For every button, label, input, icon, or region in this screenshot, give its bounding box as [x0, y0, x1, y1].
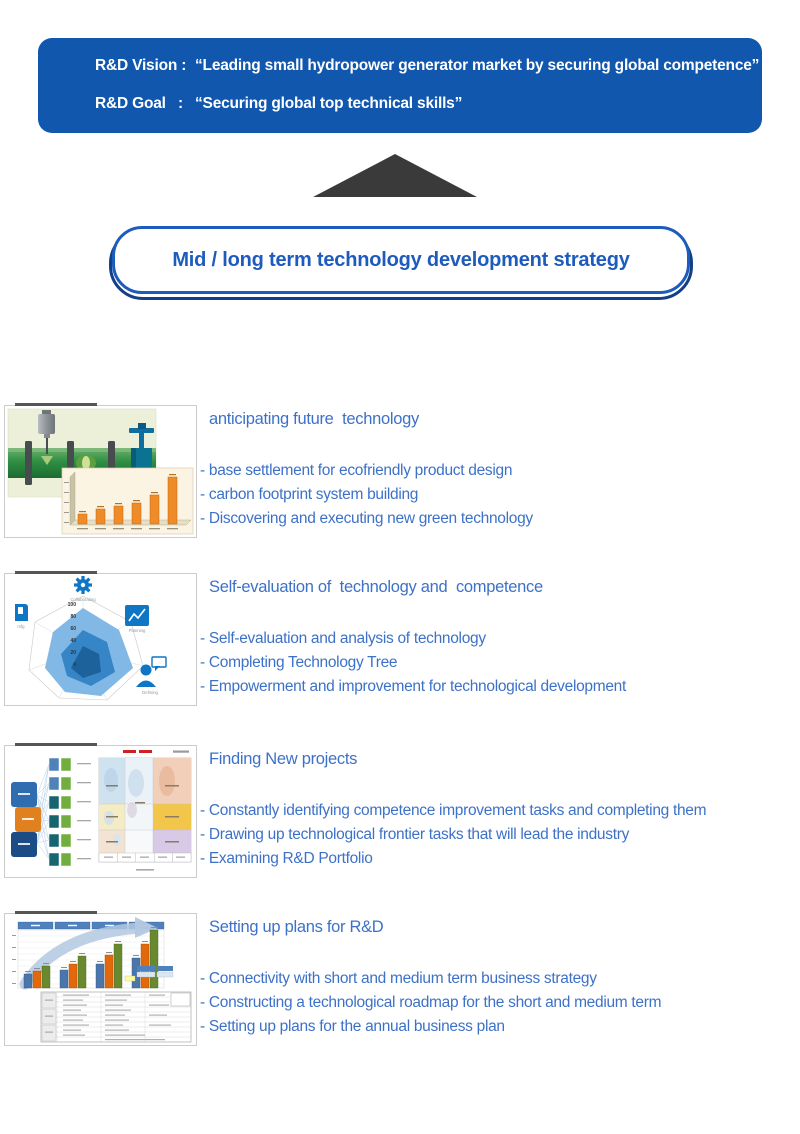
- bullet-item: - base settlement for ecofriendly product design: [200, 462, 513, 479]
- section-anticipating-future-technology: [4, 405, 796, 538]
- highlight-cell: [125, 976, 135, 981]
- mfg-jug-icon: [15, 604, 28, 629]
- thumbnail-flow-meter-image: [4, 405, 197, 538]
- competence-radar-chart-graphic: [5, 574, 196, 705]
- bullet-list: [200, 627, 795, 699]
- bullet-item: - Self-evaluation and analysis of technology: [200, 630, 486, 647]
- svg-text:Defining: Defining: [142, 690, 158, 695]
- section-text-block: [200, 745, 795, 878]
- radar-series: [45, 608, 133, 696]
- goal-label: R&D Goal :: [95, 95, 188, 112]
- bullet-item: - Empowerment and improvement for technological development: [200, 678, 626, 695]
- section-text-block: [200, 405, 795, 538]
- orange-growth-bar-chart: [62, 468, 193, 534]
- thumbnail-rnd-plan-image: [4, 913, 197, 1046]
- bullet-item: - Setting up plans for the annual business plan: [200, 1018, 505, 1035]
- goal-row: [95, 95, 462, 113]
- bullet-item: - Completing Technology Tree: [200, 654, 398, 671]
- planning-chart-icon: [125, 605, 149, 633]
- section-title: Setting up plans for R&D: [209, 918, 384, 936]
- svg-text:20: 20: [70, 650, 76, 656]
- bullet-item: - Examining R&D Portfolio: [200, 850, 373, 867]
- svg-text:100: 100: [67, 602, 76, 608]
- image-edge-artifact: [15, 403, 97, 406]
- matrix-title-marks: [123, 750, 189, 753]
- svg-text:mfg: mfg: [17, 624, 25, 629]
- vision-quote: “Leading small hydropower generator market by securing global competence”: [195, 57, 760, 74]
- image-edge-artifact: [15, 571, 97, 574]
- bullet-item: - Constantly identifying competence improvement tasks and completing them: [200, 802, 707, 819]
- section-text-block: [200, 913, 795, 1046]
- svg-text:60: 60: [70, 626, 76, 632]
- task-pair-boxes: [49, 758, 71, 866]
- strategy-box-label: Mid / long term technology development strategy: [172, 248, 630, 271]
- roadmap-bar-chart-table-graphic: [5, 914, 196, 1045]
- bullet-item: - Drawing up technological frontier tasks that will lead the industry: [200, 826, 630, 843]
- up-arrow-triangle: [313, 154, 477, 197]
- thumbnail-project-portfolio-image: [4, 745, 197, 878]
- image-edge-artifact: [15, 911, 97, 914]
- source-stack: [11, 782, 41, 857]
- bullet-item: - Connectivity with short and medium term business strategy: [200, 970, 597, 987]
- bullet-item: - carbon footprint system building: [200, 486, 419, 503]
- section-title: Finding New projects: [209, 750, 358, 768]
- svg-text:40: 40: [70, 638, 76, 644]
- thumbnail-competence-radar-image: [4, 573, 197, 706]
- portfolio-matrix: [99, 758, 191, 871]
- plan-table: [41, 992, 191, 1042]
- svg-text:0: 0: [73, 662, 76, 668]
- svg-text:80: 80: [70, 614, 76, 620]
- section-setting-up-plans: [4, 913, 796, 1046]
- section-self-evaluation: [4, 573, 796, 706]
- section-title: Self-evaluation of technology and competence: [209, 578, 543, 596]
- image-edge-artifact: [15, 743, 97, 746]
- section-title: anticipating future technology: [209, 410, 419, 428]
- svg-text:Collaborating: Collaborating: [70, 597, 96, 602]
- vision-label: R&D Vision :: [95, 57, 191, 74]
- goal-quote: “Securing global top technical skills”: [195, 95, 463, 112]
- rnd-vision-banner: [38, 38, 762, 133]
- row-label-marks: [77, 763, 91, 859]
- bullet-item: - Constructing a technological roadmap for the short and medium term: [200, 994, 662, 1011]
- bullet-list: [200, 967, 795, 1039]
- strategy-box: [112, 226, 690, 294]
- bullet-item: - Discovering and executing new green technology: [200, 510, 533, 527]
- svg-text:Planning: Planning: [128, 628, 146, 633]
- bullet-list: [200, 799, 795, 871]
- gear-icon: [70, 576, 96, 602]
- network-portfolio-matrix-graphic: [5, 746, 196, 877]
- flow-meter-pipe-and-bar-chart-graphic: [5, 406, 196, 537]
- defining-person-icon: [136, 657, 166, 695]
- vision-row: [95, 57, 759, 75]
- bullet-list: [200, 459, 795, 531]
- section-text-block: [200, 573, 795, 706]
- section-finding-new-projects: [4, 745, 796, 878]
